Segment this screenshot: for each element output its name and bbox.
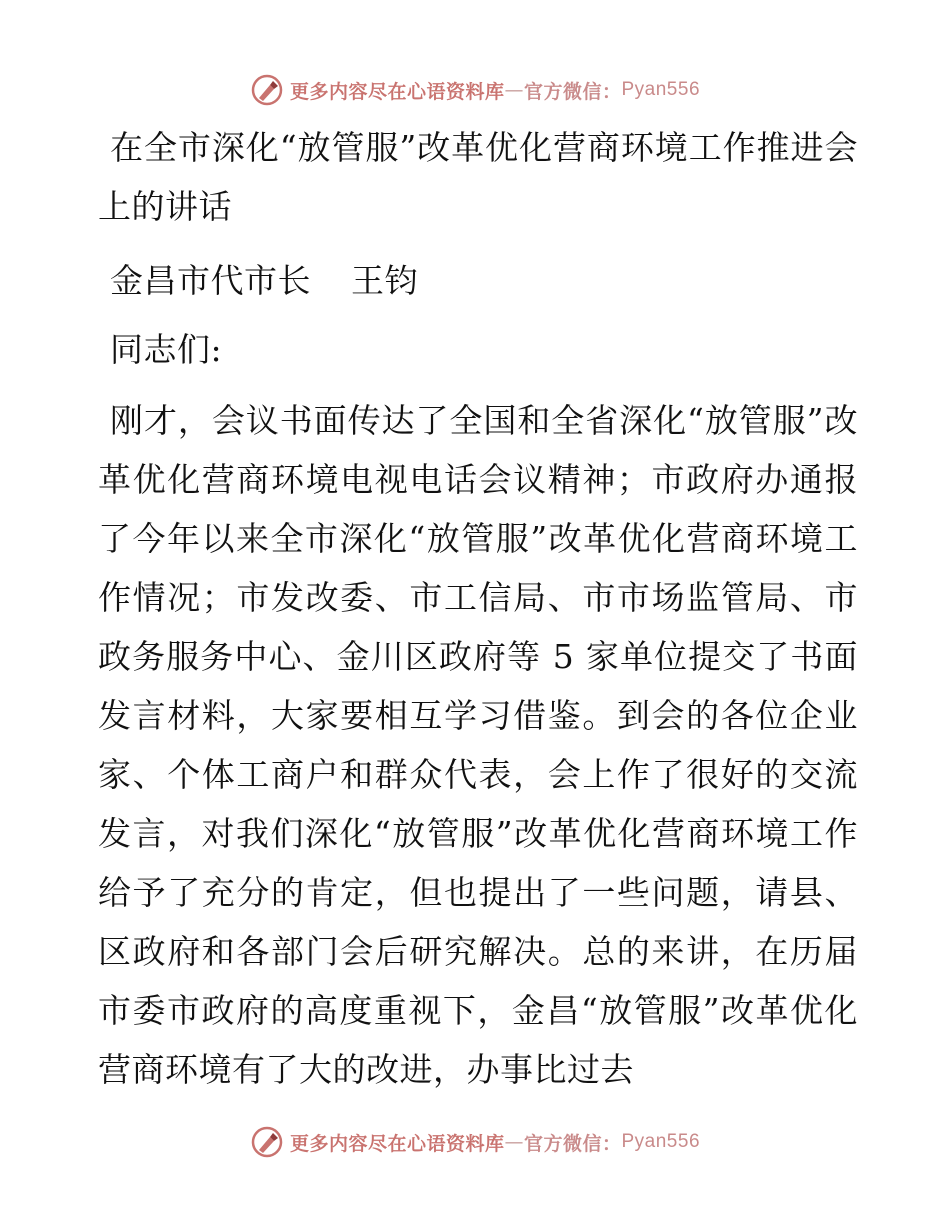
pen-nib-logo-icon (250, 1125, 284, 1159)
body-paragraph: 刚才，会议书面传达了全国和全省深化“放管服”改革优化营商环境电视电话会议精神；市政府办通报了今年以来全市深化“放管服”改革优化营商环境工作情况；市发改委、市工信局、市市场监管局、市政务服务中心、金川区政府等 5 家单位提交了书面发言材料，大家要相互学习借鉴。到会的各位企业家、个体工商户和群众代表，会上作了很好的交流发言，对我们深化“放管服”改革优化营商环境工作给予了充分的肯定，但也提出了一些问题，请县、区政府和各部门会后研究解决。总的来讲，在历届市委市政府的高度重视下，金昌“放管服”改革优化营商环境有了大的改进，办事比过去 (98, 401, 858, 1089)
pen-nib-logo-icon (250, 73, 284, 107)
document-body (98, 118, 858, 1099)
author-line (98, 251, 858, 310)
watermark-separator: — (504, 79, 524, 101)
watermark-main-text: 更多内容尽在心语资料库 (289, 1132, 505, 1155)
watermark-separator: — (504, 1131, 524, 1153)
watermark-wechat-label: 官方微信： (523, 1132, 622, 1155)
watermark-wechat-id: Pyan556 (621, 1131, 701, 1152)
watermark-main-text: 更多内容尽在心语资料库 (289, 80, 505, 103)
author-name: 王钧 (351, 261, 418, 300)
watermark-wechat-label: 官方微信： (523, 80, 622, 103)
watermark-wechat-id: Pyan556 (621, 79, 701, 100)
salutation: 同志们: (110, 330, 223, 369)
header-watermark (0, 70, 950, 110)
document-title: 在全市深化“放管服”改革优化营商环境工作推进会上的讲话 (98, 128, 858, 226)
footer-watermark (0, 1122, 950, 1162)
author-role: 金昌市代市长 (110, 261, 311, 300)
